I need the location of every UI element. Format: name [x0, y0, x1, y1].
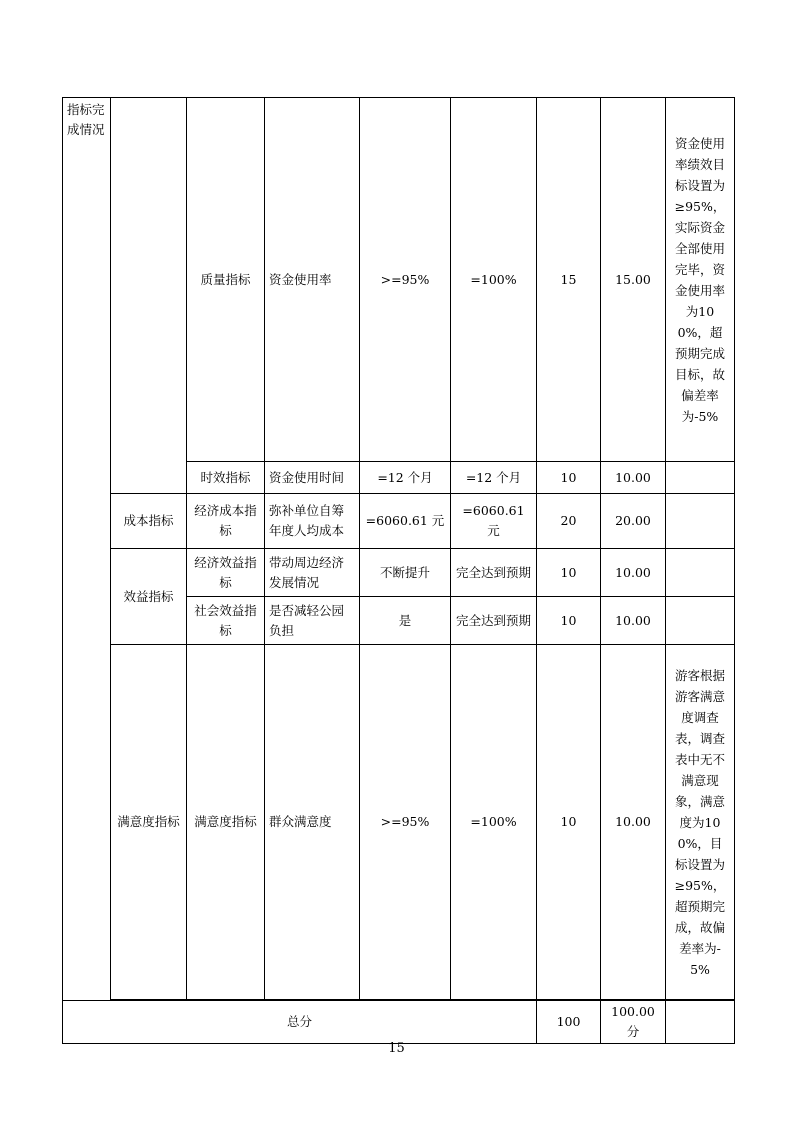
table-row — [63, 98, 735, 462]
level2-cell: 满意度指标 — [187, 645, 265, 1000]
indicator-cell: 群众满意度 — [265, 645, 360, 1000]
note-cell — [666, 494, 735, 549]
page-number: 15 — [388, 1041, 405, 1056]
score-cell: 10.00 — [601, 549, 666, 597]
total-weight-cell: 100 — [537, 1001, 601, 1044]
total-row — [63, 1001, 735, 1044]
level2-cell: 经济效益指标 — [187, 549, 265, 597]
note-cell — [666, 462, 735, 494]
indicator-cell: 是否减轻公园负担 — [265, 597, 360, 645]
total-note-cell — [666, 1001, 735, 1044]
level1-cell: 效益指标 — [111, 549, 187, 645]
actual-cell: 完全达到预期 — [451, 597, 537, 645]
actual-cell: =100% — [451, 645, 537, 1000]
level1-blank-cell — [111, 98, 187, 494]
note-cell — [666, 645, 735, 1000]
category-cell: 指标完成情况 — [63, 98, 111, 1001]
actual-cell: 完全达到预期 — [451, 549, 537, 597]
weight-cell: 20 — [537, 494, 601, 549]
score-cell: 10.00 — [601, 645, 666, 1000]
note-cell — [666, 597, 735, 645]
performance-indicator-table — [62, 97, 735, 1044]
target-cell: >=95% — [360, 645, 451, 1000]
total-score-cell: 100.00分 — [601, 1001, 666, 1044]
weight-cell: 15 — [537, 98, 601, 462]
note-text: 资金使用率绩效目标设置为≥95%，实际资金全部使用完毕，资金使用率为100%，超预期完成目标，故偏差率为-5% — [674, 135, 726, 424]
note-cell — [666, 98, 735, 462]
level1-cell: 成本指标 — [111, 494, 187, 549]
table-row — [63, 549, 735, 597]
note-cell — [666, 549, 735, 597]
indicator-cell: 带动周边经济发展情况 — [265, 549, 360, 597]
level2-cell: 经济成本指标 — [187, 494, 265, 549]
total-label-cell: 总分 — [63, 1001, 537, 1044]
indicator-cell: 资金使用率 — [265, 98, 360, 462]
indicator-cell: 资金使用时间 — [265, 462, 360, 494]
level1-cell: 满意度指标 — [111, 645, 187, 1000]
target-cell: 是 — [360, 597, 451, 645]
actual-cell: =6060.61 元 — [451, 494, 537, 549]
note-text: 游客根据游客满意度调查表，调查表中无不满意现象，满意度为100%，目标设置为≥95%，超预期完成，故偏差率为-5% — [674, 667, 726, 977]
weight-cell: 10 — [537, 549, 601, 597]
score-cell: 10.00 — [601, 597, 666, 645]
target-cell: =6060.61 元 — [360, 494, 451, 549]
level2-cell: 时效指标 — [187, 462, 265, 494]
score-cell: 20.00 — [601, 494, 666, 549]
actual-cell: =12 个月 — [451, 462, 537, 494]
level2-cell: 质量指标 — [187, 98, 265, 462]
table-row — [63, 645, 735, 1000]
weight-cell: 10 — [537, 597, 601, 645]
target-cell: =12 个月 — [360, 462, 451, 494]
score-cell: 10.00 — [601, 462, 666, 494]
target-cell: 不断提升 — [360, 549, 451, 597]
actual-cell: =100% — [451, 98, 537, 462]
target-cell: >=95% — [360, 98, 451, 462]
weight-cell: 10 — [537, 645, 601, 1000]
weight-cell: 10 — [537, 462, 601, 494]
level2-cell: 社会效益指标 — [187, 597, 265, 645]
table-row — [63, 494, 735, 549]
score-cell: 15.00 — [601, 98, 666, 462]
indicator-cell: 弥补单位自筹年度人均成本 — [265, 494, 360, 549]
